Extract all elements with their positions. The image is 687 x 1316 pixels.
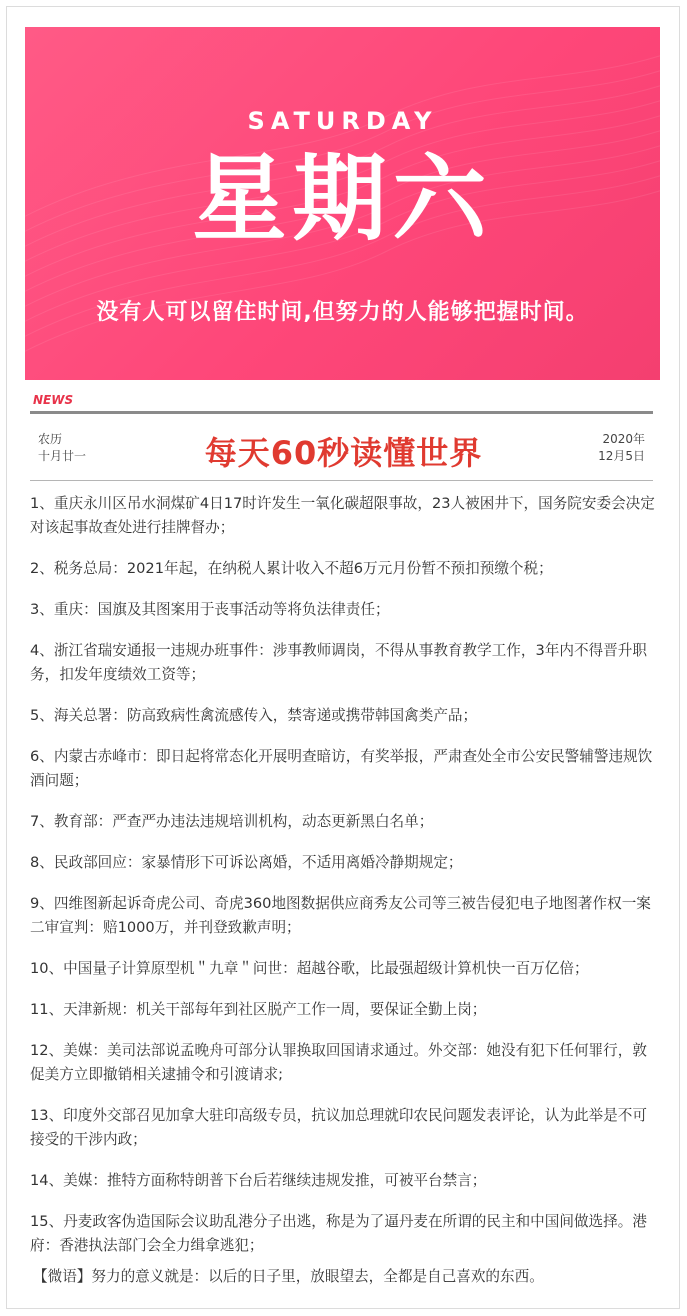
gregorian-date: [598, 431, 645, 465]
banner-motto: 没有人可以留住时间,但努力的人能够把握时间。: [96, 300, 589, 325]
news-item: 4、浙江省瑞安通报一违规办班事件：涉事教师调岗，不得从事教育教学工作，3年内不得晋升职务，扣发年度绩效工资等；: [30, 642, 647, 683]
news-item: 1、重庆永川区吊水洞煤矿4日17时许发生一氧化碳超限事故，23人被困井下，国务院安委会决定对该起事故查处进行挂牌督办；: [30, 495, 655, 536]
news-item: 10、中国量子计算原型机＂九章＂问世：超越谷歌，比最强超级计算机快一百万亿倍；: [30, 960, 589, 977]
footer-quote: 【微语】努力的意义就是：以后的日子里，放眼望去，全都是自己喜欢的东西。: [33, 1268, 544, 1285]
title-divider: [30, 480, 653, 481]
news-list: [30, 492, 658, 1275]
news-item: 2、税务总局：2021年起，在纳税人累计收入不超6万元月份暂不预扣预缴个税；: [30, 560, 553, 577]
news-item: 13、印度外交部召见加拿大驻印高级专员，抗议加总理就印农民问题发表评论，认为此举是不可接受的干涉内政；: [30, 1107, 647, 1148]
lunar-label: 农历: [38, 432, 63, 446]
header-banner: [25, 27, 660, 380]
header-divider: [30, 411, 653, 414]
date-year: 2020年: [602, 432, 645, 446]
news-item: 8、民政部回应：家暴情形下可诉讼离婚，不适用离婚冷静期规定；: [30, 854, 463, 871]
news-item: 5、海关总署：防高致病性禽流感传入，禁寄递或携带韩国禽类产品；: [30, 707, 478, 724]
page-title: 每天60秒读懂世界: [204, 434, 483, 472]
news-item: 12、美媒：美司法部说孟晚舟可部分认罪换取回国请求通过。外交部：她没有犯下任何罪行，敦促美方立即撤销相关逮捕令和引渡请求;: [30, 1042, 647, 1083]
news-item: 6、内蒙古赤峰市：即日起将常态化开展明查暗访，有奖举报，严肃查处全市公安民警辅警违规饮酒问题；: [30, 748, 653, 789]
weekday-chinese: 星期六: [192, 144, 493, 254]
news-item: 14、美媒：推特方面称特朗普下台后若继续违规发推，可被平台禁言；: [30, 1172, 487, 1189]
news-item: 9、四维图新起诉奇虎公司、奇虎360地图数据供应商秀友公司等三被告侵犯电子地图著作权一案二审宣判：赔1000万，并刊登致歉声明；: [30, 895, 651, 936]
news-item: 11、天津新规：机关干部每年到社区脱产工作一周，要保证全勤上岗；: [30, 1001, 487, 1018]
lunar-day: 十月廿一: [38, 449, 87, 463]
date-day: 12月5日: [598, 449, 645, 463]
news-item: 15、丹麦政客伪造国际会议助乱港分子出逃，称是为了逼丹麦在所谓的民主和中国间做选择。港府：香港执法部门会全力缉拿逃犯；: [30, 1213, 647, 1254]
news-item: 7、教育部：严查严办违法违规培训机构，动态更新黑白名单；: [30, 813, 434, 830]
weekday-english: SATURDAY: [247, 107, 438, 135]
news-tag: NEWS: [33, 393, 74, 407]
news-item: 3、重庆：国旗及其图案用于丧事活动等将负法律责任；: [30, 601, 390, 618]
